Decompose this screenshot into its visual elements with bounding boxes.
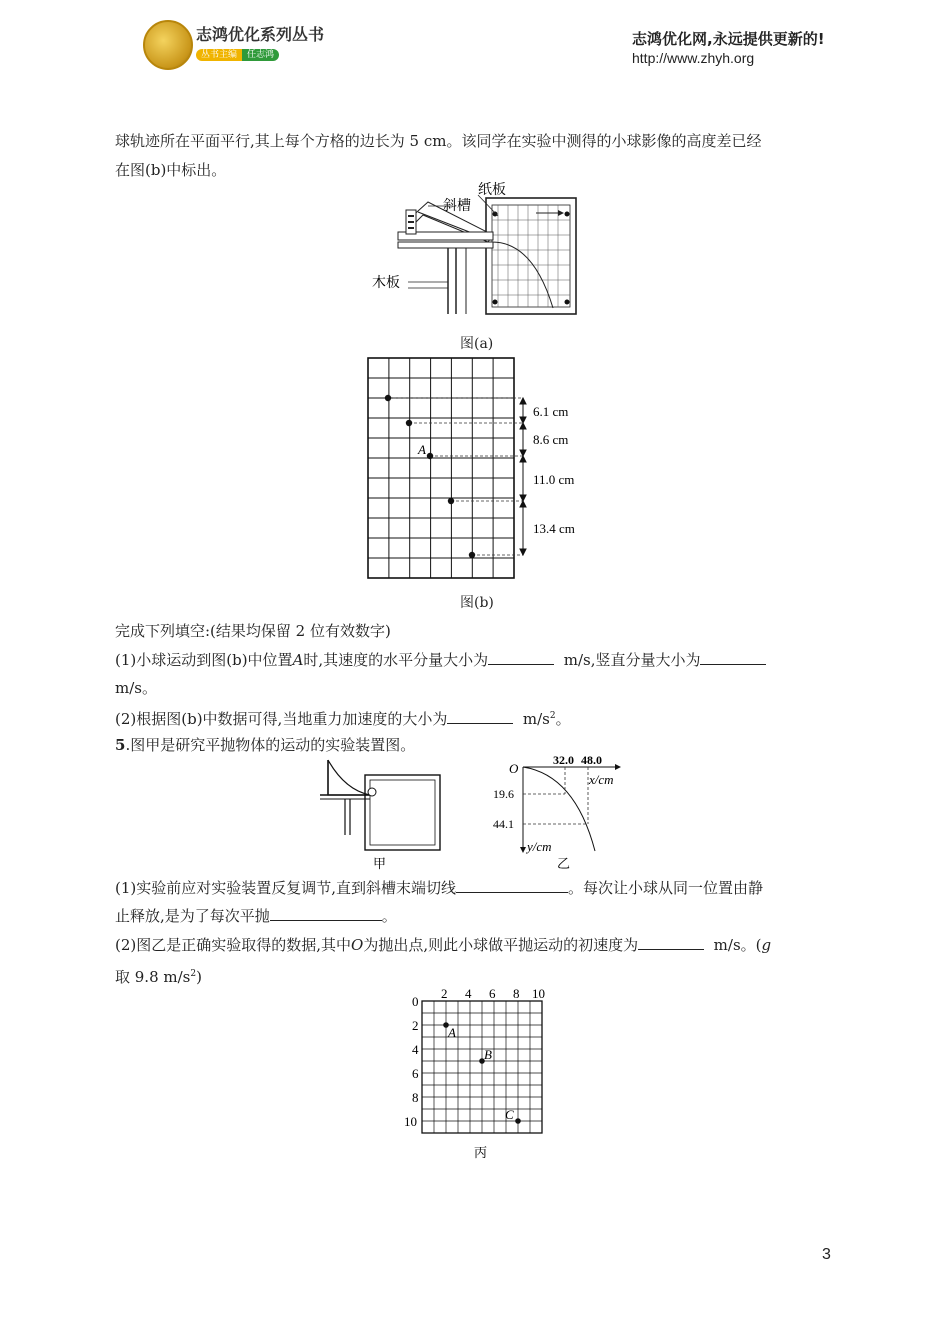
q5-part2-line1 — [115, 935, 771, 955]
intro-line-1: 球轨迹所在平面平行,其上每个方格的边长为 5 cm。该同学在实验中测得的小球影像的高度差已经 — [115, 132, 762, 150]
q4-p1-end: m/s。 — [115, 679, 157, 697]
q4-p2-end: 。 — [555, 710, 571, 728]
figure-b-height-1: 6.1 cm — [533, 404, 569, 419]
figure-b-height-2: 8.6 cm — [533, 432, 569, 447]
figure-jia-label: 甲 — [373, 856, 387, 871]
intro-line-2: 在图(b)中标出。 — [115, 161, 227, 179]
q5-p2-unit: m/s。( — [713, 936, 762, 954]
q5-p2-text-d: 取 9.8 m/s — [115, 968, 191, 986]
q4-blank-vx[interactable] — [488, 650, 554, 665]
q5-p2-g: g — [761, 936, 772, 954]
figure-yi-y-label: y/cm — [527, 839, 552, 854]
q5-p2-text-b: 为抛出点,则此小球做平抛运动的初速度为 — [363, 936, 639, 954]
q5-p2-sup: 2 — [190, 969, 197, 979]
bing-y-tick-4: 4 — [412, 1042, 419, 1057]
bing-y-tick-10: 10 — [404, 1114, 417, 1129]
figure-b-height-3: 11.0 cm — [533, 472, 575, 487]
q4-blank-g[interactable] — [447, 709, 513, 724]
bing-x-tick-6: 6 — [489, 986, 496, 1001]
q4-p1-text: (1)小球运动到图(b)中位置 — [115, 651, 293, 669]
figure-yi-origin: O — [509, 761, 519, 776]
figure-yi-x-tick-1: 32.0 — [553, 755, 574, 767]
q4-part1 — [115, 650, 766, 670]
q5-p2-text-e: ) — [196, 968, 202, 986]
q4-instruction: 完成下列填空:(结果均保留 2 位有效数字) — [115, 622, 391, 640]
figure-b-point-A: A — [418, 442, 426, 457]
q5-blank-v0[interactable] — [638, 935, 704, 950]
site-slogan: 志鸿优化网,永远提供更新的! — [632, 30, 825, 48]
q5-p1-text: (1)实验前应对实验装置反复调节,直到斜槽末端切线 — [115, 879, 457, 897]
q4-p1-text-b: 时,其速度的水平分量大小为 — [303, 651, 489, 669]
brand-editor — [196, 47, 279, 60]
bing-point-A: A — [448, 1025, 456, 1040]
q5-number: 5 — [115, 736, 126, 754]
q4-p2-text: (2)根据图(b)中数据可得,当地重力加速度的大小为 — [115, 710, 448, 728]
figure-b-height-4: 13.4 cm — [533, 521, 575, 536]
q5-p1-text-d: 。 — [381, 907, 397, 925]
brand-logo-icon — [143, 20, 193, 70]
figure-a-caption: 图(a) — [460, 336, 494, 352]
figure-yi-x-tick-2: 48.0 — [581, 755, 602, 767]
bing-y-tick-2: 2 — [412, 1018, 419, 1033]
brand-editor-label: 丛书主编 — [196, 49, 242, 61]
q4-blank-vy[interactable] — [700, 650, 766, 665]
figure-yi-y-tick-1: 19.6 — [493, 787, 514, 801]
q5-p1-text-c: 止释放,是为了每次平抛 — [115, 907, 270, 925]
q5-part2-line2 — [115, 964, 202, 987]
q5-part1-line2 — [115, 906, 397, 926]
brand-editor-name: 任志鸿 — [242, 49, 279, 61]
q5-p2-var: O — [351, 936, 364, 954]
bing-point-B: B — [484, 1047, 492, 1062]
figure-a-board-label: 纸板 — [478, 183, 506, 198]
bing-x-tick-2: 2 — [441, 986, 448, 1001]
figure-a-wood-label: 木板 — [372, 276, 400, 291]
q4-p2-sup: 2 — [549, 711, 556, 721]
q5-blank-tangent[interactable] — [456, 878, 568, 893]
q4-p1-unit: m/s,竖直分量大小为 — [563, 651, 701, 669]
bing-y-tick-6: 6 — [412, 1066, 419, 1081]
q5-stem — [115, 735, 415, 755]
figure-bing-grid — [395, 985, 555, 1165]
q5-p2-text: (2)图乙是正确实验取得的数据,其中 — [115, 936, 352, 954]
bing-point-C: C — [505, 1107, 514, 1122]
page-header — [0, 0, 950, 80]
q4-p2-unit: m/s — [522, 710, 550, 728]
figure-a-apparatus — [368, 180, 583, 320]
brand-title: 志鸿优化系列丛书 — [196, 25, 325, 44]
site-url[interactable]: http://www.zhyh.org — [632, 50, 755, 66]
figure-a-chute-label: 斜槽 — [443, 199, 471, 214]
figure-jia-apparatus — [310, 755, 450, 875]
bing-x-tick-8: 8 — [513, 986, 520, 1001]
q5-stem-text: .图甲是研究平抛物体的运动的实验装置图。 — [125, 736, 416, 754]
q5-p1-text-b: 。每次让小球从同一位置由静 — [568, 879, 764, 897]
figure-yi-label: 乙 — [557, 856, 571, 871]
bing-x-tick-10: 10 — [532, 986, 545, 1001]
bing-x-tick-4: 4 — [465, 986, 472, 1001]
q5-blank-purpose[interactable] — [270, 906, 382, 921]
q4-p1-var: A — [292, 651, 304, 669]
q4-part2 — [115, 706, 571, 729]
figure-yi-graph — [485, 755, 645, 875]
figure-b-caption: 图(b) — [460, 595, 494, 611]
figure-b-grid — [360, 350, 590, 585]
figure-yi-y-tick-2: 44.1 — [493, 817, 514, 831]
bing-y-tick-8: 8 — [412, 1090, 419, 1105]
bing-y-tick-0: 0 — [412, 994, 419, 1009]
figure-bing-label: 丙 — [474, 1145, 488, 1160]
figure-yi-x-label: x/cm — [589, 772, 614, 787]
q5-part1-line1 — [115, 878, 763, 898]
page-number: 3 — [822, 1246, 831, 1263]
